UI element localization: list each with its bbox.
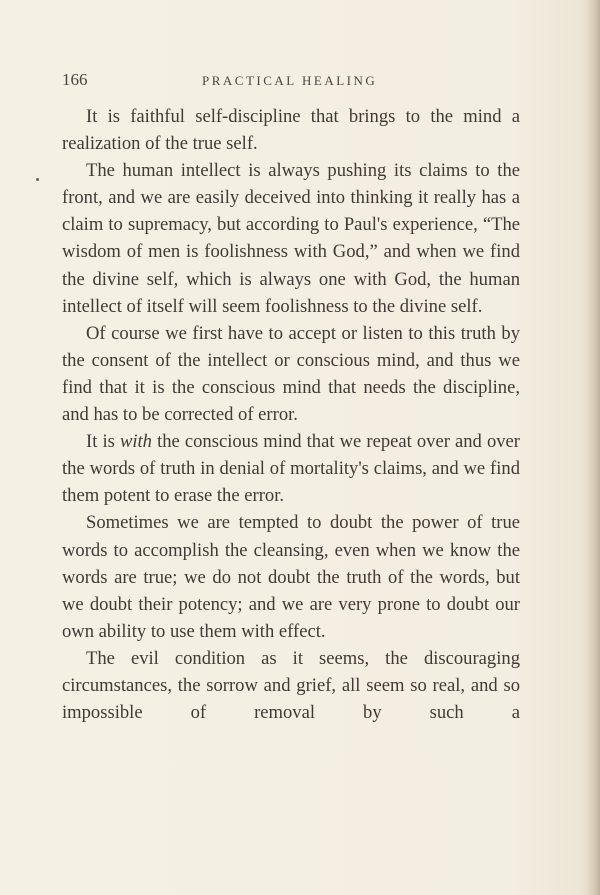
running-title: PRACTICAL HEALING — [202, 73, 378, 88]
page-number: 166 — [62, 70, 88, 89]
paragraph: It is faithful self-discipline that brings to the mind a realization of the true self. — [62, 106, 520, 155]
paragraph: The evil condition as it seems, the discouraging circumstances, the sorrow and grief, all seem so real, and so impossible of removal by such a — [62, 647, 520, 724]
body-text — [62, 103, 520, 726]
paragraph-lead: It is — [86, 431, 120, 453]
paragraph: Of course we first have to accept or listen to this truth by the consent of the intellect or conscious mind, and thus we find that it is the conscious mind that needs the discipline, and has to be corrected of error. — [62, 322, 520, 426]
running-header — [62, 70, 532, 92]
ink-speck — [36, 178, 39, 181]
paragraph — [62, 428, 520, 509]
page-edge-shadow — [586, 0, 600, 895]
emphasized-word: with — [119, 431, 152, 453]
paragraph-rest: the conscious mind that we repeat over and over the words of truth in denial of mortality's claims, and we find them potent to erase the error. — [62, 431, 520, 507]
paragraph: The human intellect is always pushing its claims to the front, and we are easily deceived into thinking it really has a claim to supremacy, but according to Paul's experience, “The wisdom of men is foolishness with God,” and when we find the divine self, which is always one with God, the human intellect of itself will seem foolishness to the divine self. — [62, 160, 520, 317]
paragraph: Sometimes we are tempted to doubt the power of true words to accomplish the cleansing, even when we know the words are true; we do not doubt the truth of the words, but we doubt their potency; and we are very prone to doubt our own ability to use them with effect. — [62, 512, 520, 642]
